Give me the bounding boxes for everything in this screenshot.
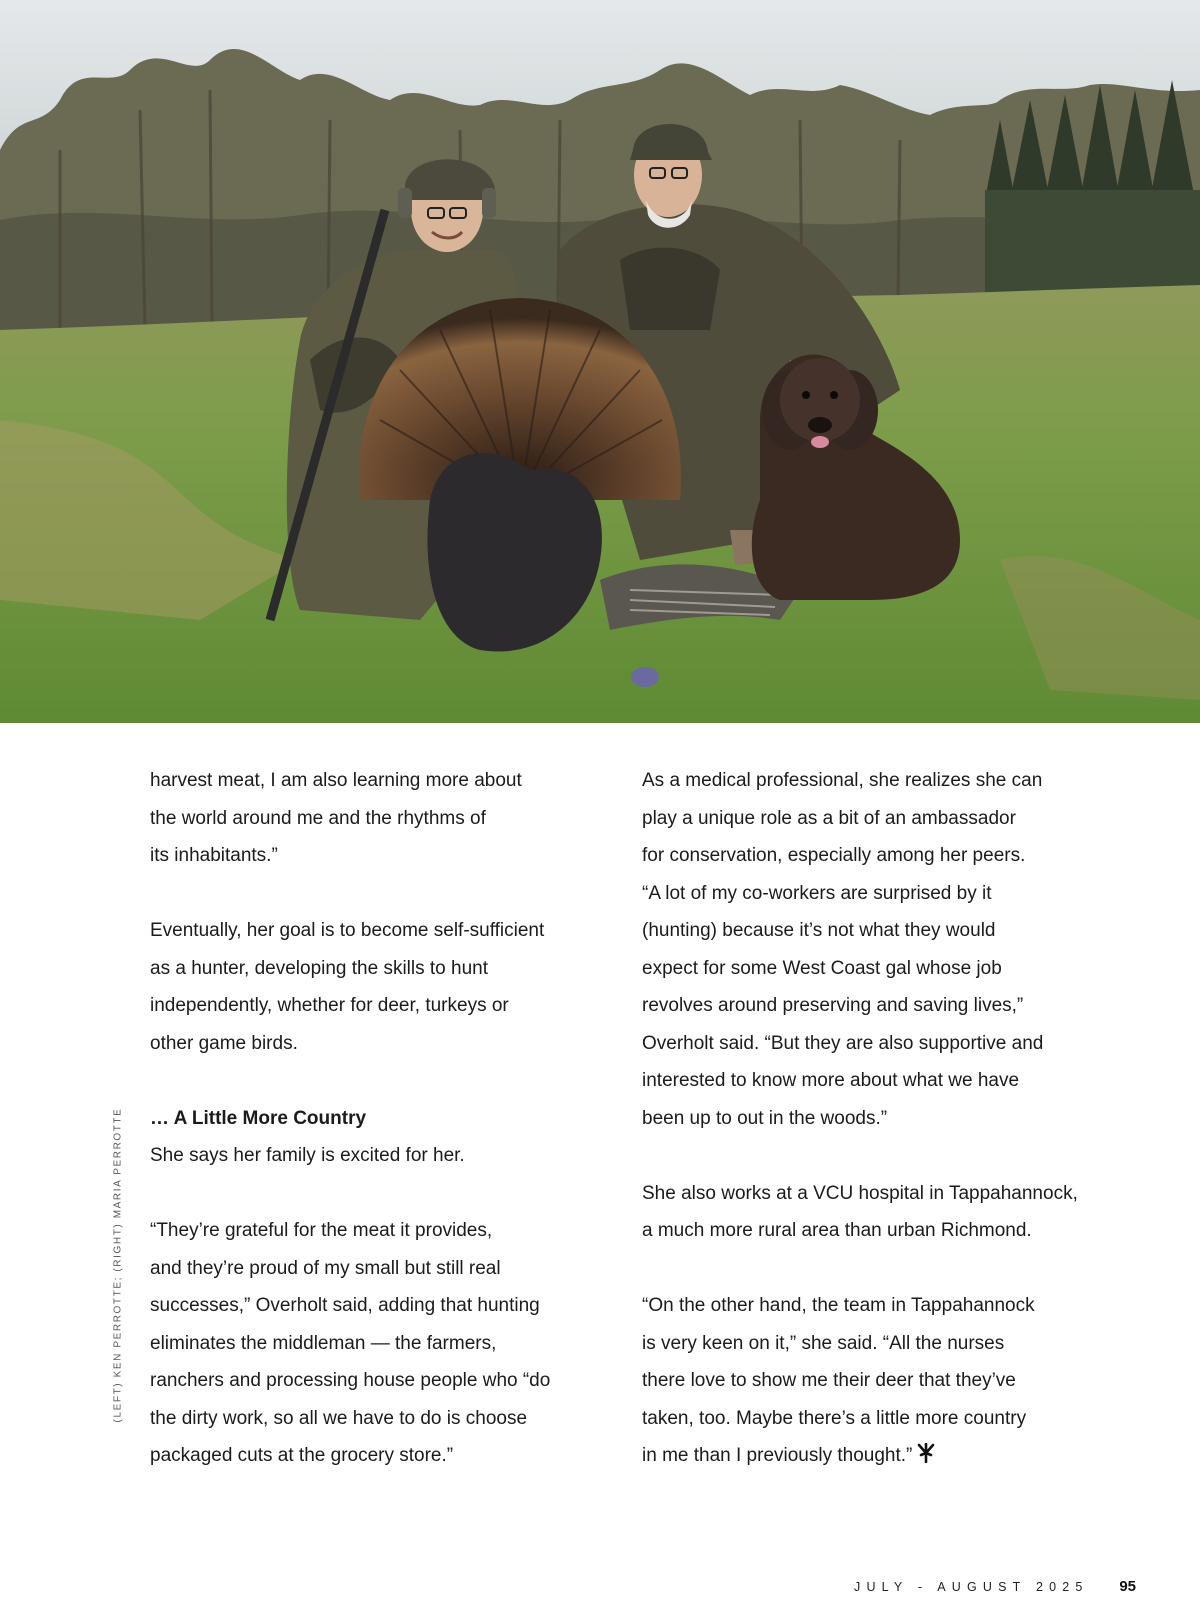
paragraph: [150, 1212, 612, 1475]
text-line: other game birds.: [150, 1032, 298, 1054]
text-line: eliminates the middleman — the farmers,: [150, 1332, 497, 1354]
text-line: for conservation, especially among her peers.: [642, 845, 1026, 866]
paragraph: [642, 762, 1102, 1137]
paragraph: [642, 1175, 1102, 1250]
last-text-line: [642, 1437, 1102, 1475]
photo-credit: (LEFT) KEN PERROTTE; (RIGHT) MARIA PERROTTE: [112, 1107, 124, 1423]
text-line: She says her family is excited for her.: [150, 1145, 465, 1166]
text-line: “A lot of my co-workers are surprised by it: [642, 882, 992, 904]
text-line: the world around me and the rhythms of: [150, 807, 486, 829]
text-line: in me than I previously thought.”: [642, 1445, 913, 1466]
page-number: 95: [1119, 1578, 1136, 1595]
text-line: packaged cuts at the grocery store.”: [150, 1445, 454, 1466]
text-line: “They’re grateful for the meat it provides,: [150, 1220, 493, 1241]
text-line: “On the other hand, the team in Tappahannock: [642, 1295, 1035, 1316]
text-line: revolves around preserving and saving lives,”: [642, 995, 1024, 1016]
text-line: ranchers and processing house people who “do: [150, 1370, 551, 1391]
text-line: She also works at a VCU hospital in Tappahannock,: [642, 1182, 1078, 1204]
section-block: [150, 1100, 612, 1175]
text-line: (hunting) because it’s not what they would: [642, 920, 996, 941]
right-column: [642, 762, 1102, 1475]
text-line: harvest meat, I am also learning more about: [150, 770, 522, 791]
text-line: interested to know more about what we have: [642, 1070, 1020, 1091]
paragraph: [150, 912, 612, 1062]
text-line: Overholt said. “But they are also supportive and: [642, 1032, 1044, 1054]
text-line: taken, too. Maybe there’s a little more country: [642, 1407, 1027, 1429]
paragraph: [150, 762, 612, 875]
text-line: its inhabitants.”: [150, 845, 278, 866]
text-line: there love to show me their deer that they’ve: [642, 1370, 1016, 1391]
issue-date: JULY - AUGUST 2025: [854, 1580, 1089, 1594]
text-line: play a unique role as a bit of an ambassador: [642, 807, 1016, 829]
text-line: independently, whether for deer, turkeys or: [150, 995, 509, 1016]
text-line: as a hunter, developing the skills to hunt: [150, 957, 489, 979]
section-heading: … A Little More Country: [150, 1107, 367, 1129]
text-line: is very keen on it,” she said. “All the nurses: [642, 1332, 1005, 1354]
text-line: Eventually, her goal is to become self-sufficient: [150, 920, 545, 941]
text-line: a much more rural area than urban Richmond.: [642, 1220, 1032, 1241]
text-line: expect for some West Coast gal whose job: [642, 957, 1002, 979]
text-line: the dirty work, so all we have to do is choose: [150, 1407, 528, 1429]
text-line: and they’re proud of my small but still real: [150, 1257, 501, 1279]
text-line: been up to out in the woods.”: [642, 1107, 888, 1129]
left-column: [150, 762, 612, 1475]
paragraph: [642, 1287, 1102, 1475]
turkey-track-end-mark-icon: [916, 1443, 936, 1463]
text-line: As a medical professional, she realizes she can: [642, 770, 1043, 791]
text-line: successes,” Overholt said, adding that hunting: [150, 1295, 540, 1316]
hunters-with-turkey-and-dog-photo: [0, 0, 1200, 723]
